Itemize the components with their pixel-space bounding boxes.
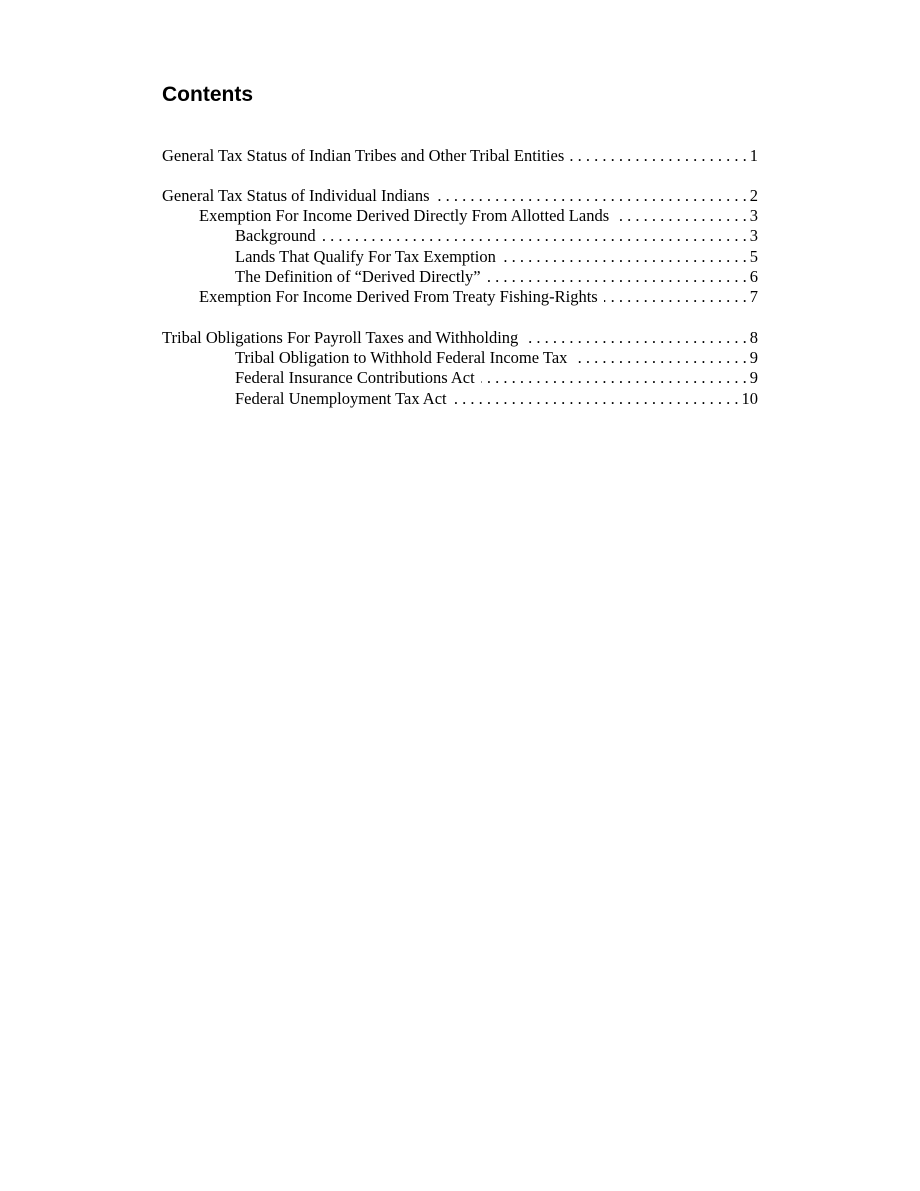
- toc-entry-label: General Tax Status of Individual Indians: [162, 186, 430, 205]
- toc-entry[interactable]: [162, 368, 758, 388]
- toc-dot-leader: [436, 186, 747, 206]
- toc-dot-leader: [487, 267, 747, 287]
- toc-page-number: 8: [749, 328, 758, 347]
- toc-entry-label: Tribal Obligations For Payroll Taxes and Withholding: [162, 328, 519, 347]
- toc-page-number: 9: [749, 348, 758, 368]
- toc-page-number: 10: [741, 388, 758, 408]
- toc-entry[interactable]: [162, 328, 758, 348]
- toc-dot-leader: [570, 146, 746, 166]
- toc-entry-label: Lands That Qualify For Tax Exemption: [235, 246, 496, 266]
- toc-entry-label: Exemption For Income Derived Directly From Allotted Lands: [199, 206, 610, 226]
- toc-page-number: 9: [749, 368, 758, 388]
- toc-entry-label: Federal Insurance Contributions Act: [235, 368, 475, 388]
- toc-entry[interactable]: [162, 226, 758, 246]
- toc-dot-leader: [615, 206, 747, 226]
- toc-dot-leader: [573, 348, 746, 368]
- toc-page-number: 5: [749, 246, 758, 266]
- toc-entry[interactable]: [162, 389, 758, 409]
- toc-entry[interactable]: [162, 287, 758, 307]
- toc-page-number: 1: [749, 146, 758, 165]
- toc-dot-leader: [502, 247, 747, 267]
- toc-entry[interactable]: [162, 146, 758, 166]
- toc-page-number: 3: [749, 206, 758, 226]
- toc-entry-label: Tribal Obligation to Withhold Federal Income Tax: [235, 348, 568, 368]
- toc-dot-leader: [524, 328, 746, 348]
- toc-page-number: 6: [749, 266, 758, 286]
- page-title: Contents: [162, 83, 253, 106]
- toc-entry[interactable]: [162, 348, 758, 368]
- toc-entry-label: Federal Unemployment Tax Act: [235, 388, 447, 408]
- toc-section-payroll-taxes: [162, 328, 758, 409]
- toc-entry[interactable]: [162, 206, 758, 226]
- toc-page-number: 3: [749, 226, 758, 246]
- toc-entry-label: The Definition of “Derived Directly”: [235, 266, 481, 286]
- toc-page-number: 2: [749, 186, 758, 205]
- toc-dot-leader: [322, 226, 747, 246]
- toc-entry[interactable]: [162, 186, 758, 206]
- toc-entry[interactable]: [162, 267, 758, 287]
- toc-dot-leader: [604, 287, 747, 307]
- toc-entry-label: General Tax Status of Indian Tribes and Other Tribal Entities: [162, 146, 565, 165]
- toc-entry[interactable]: [162, 247, 758, 267]
- toc-dot-leader: [481, 368, 747, 388]
- toc-section-tribal-entities: [162, 146, 758, 166]
- toc-entry-label: Background: [235, 226, 316, 246]
- toc-section-individual-indians: [162, 186, 758, 307]
- toc-entry-label: Exemption For Income Derived From Treaty Fishing-Rights: [199, 286, 598, 306]
- toc-dot-leader: [453, 389, 739, 409]
- toc-page-number: 7: [749, 286, 758, 306]
